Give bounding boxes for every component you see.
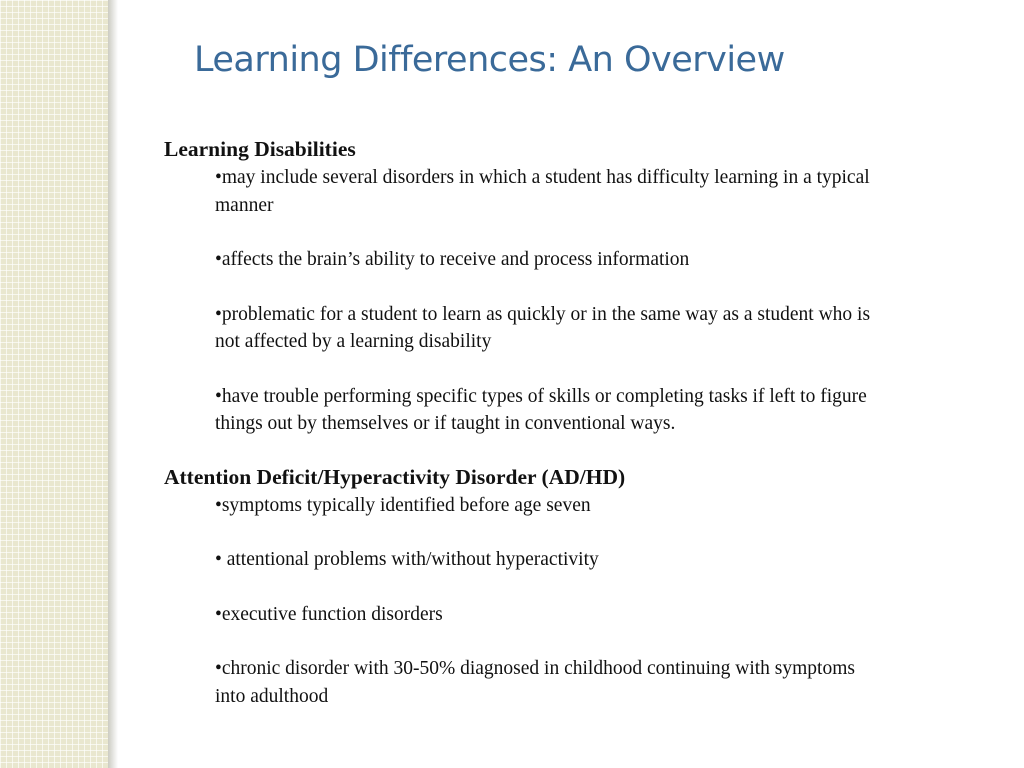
slide-body [164, 134, 894, 734]
decorative-side-pattern [0, 0, 108, 768]
slide-title: Learning Differences: An Overview [194, 40, 785, 80]
list-item: • attentional problems with/without hyperactivity [215, 549, 599, 570]
list-item: •have trouble performing specific types of skills or completing tasks if left to figure things out by themselves or if taught in conventional ways. [215, 385, 867, 434]
section-heading-learning-disabilities: Learning Disabilities [164, 137, 356, 161]
list-item: •chronic disorder with 30-50% diagnosed in childhood continuing with symptoms into adulthood [215, 658, 855, 707]
list-item: •symptoms typically identified before age seven [215, 494, 591, 516]
list-item: •problematic for a student to learn as quickly or in the same way as a student who is not affected by a learning disability [215, 303, 871, 352]
adhd-list [164, 492, 885, 711]
learning-disabilities-list [164, 164, 885, 438]
section-heading-adhd: Attention Deficit/Hyperactivity Disorder (AD/HD) [164, 464, 626, 489]
side-pattern-shadow [108, 0, 118, 768]
list-item: •may include several disorders in which a student has difficulty learning in a typical manner [215, 167, 870, 216]
list-item: •affects the brain’s ability to receive and process information [215, 249, 690, 270]
list-item: •executive function disorders [215, 603, 443, 625]
